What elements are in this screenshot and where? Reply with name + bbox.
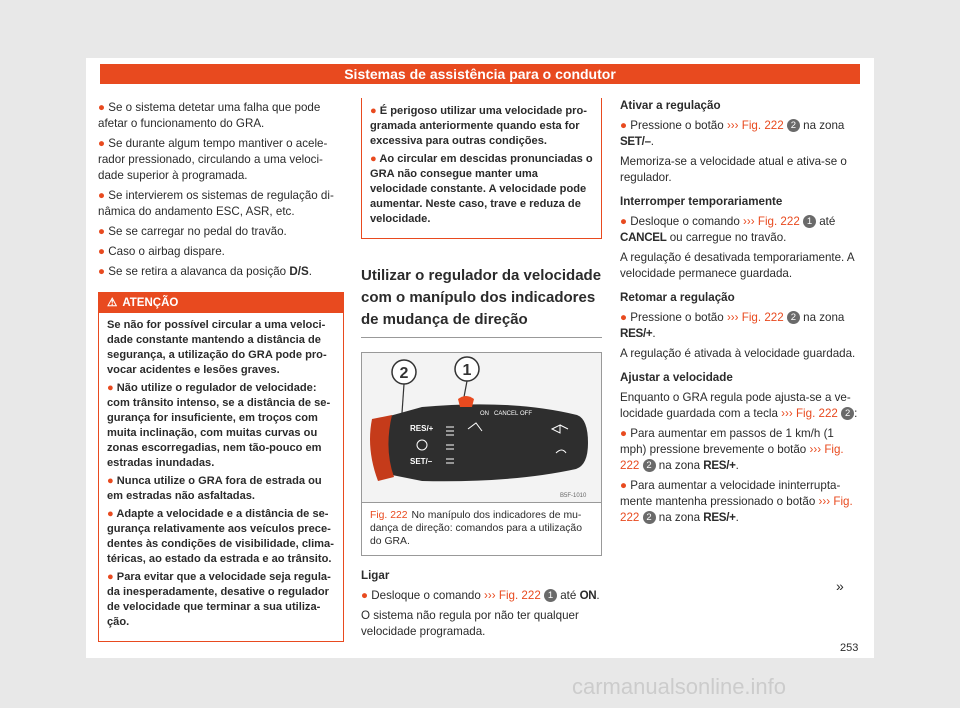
warning-title: ATENÇÃO <box>122 297 179 309</box>
subheading-interromper: Interromper temporariamente <box>620 195 783 208</box>
callout-2-label: 2 <box>399 365 409 382</box>
list-item: ● Pressione o botão ››› Fig. 222 2 na zona RES/+. <box>620 311 845 340</box>
stalk-illustration <box>362 353 601 502</box>
callout-1-label: 1 <box>462 362 472 379</box>
subheading-ativar: Ativar a regulação <box>620 99 721 112</box>
figure-code: B5F-1010 <box>560 493 587 499</box>
warning-item: ● Adapte a velocidade e a distância de segurança relativamente aos veículos precedentes às condições de visibilidade, climatéricas, ao estado da estrada e ao trânsito. <box>107 508 334 565</box>
subheading-retomar: Retomar a regulação <box>620 291 735 304</box>
caption-figure-label: Fig. 222 <box>370 510 408 521</box>
figure-caption <box>362 503 601 555</box>
figure-link[interactable]: ››› Fig. 222 <box>484 589 541 602</box>
paragraph: A regulação é ativada à velocidade guardada. <box>620 347 856 360</box>
watermark: carmanualsonline.info <box>572 674 787 699</box>
figure-link[interactable]: ››› Fig. 222 <box>726 311 784 324</box>
list-item: ● Se durante algum tempo mantiver o acelerador pressionado, circulando a uma velocidade superior à programada. <box>98 137 328 182</box>
off-label: OFF <box>520 411 532 417</box>
list-item: ● Desloque o comando ››› Fig. 222 1 até ON. <box>361 589 600 602</box>
control-slider <box>458 396 474 407</box>
list-item: ● Se o sistema detetar uma falha que pode afetar o funcionamento do GRA. <box>98 101 321 130</box>
figure <box>361 352 602 556</box>
paragraph: Enquanto o GRA regula pode ajusta-se a velocidade guardada com a tecla ››› Fig. 222 2 : <box>620 391 858 420</box>
paragraph: Memoriza-se a velocidade atual e ativa-se o regulador. <box>620 155 847 184</box>
paragraph: O sistema não regula por não ter qualquer velocidade programada. <box>361 609 579 638</box>
page-header: Sistemas de assistência para o condutor <box>100 64 860 84</box>
warning-box <box>98 292 344 642</box>
list-item: ● Para aumentar a velocidade ininterruptamente mantenha pressionado o botão ››› Fig. 222 2 na zona RES/+. <box>620 479 853 524</box>
figure-link[interactable]: ››› Fig. 222 <box>620 495 853 524</box>
figure-link[interactable]: ››› Fig. 222 <box>781 407 838 420</box>
warning-item: ● Ao circular em descidas pronunciadas o GRA não consegue manter uma velocidade constante. A velocidade pode aumentar. Neste caso, trave e reduza de velocidade. <box>370 153 593 225</box>
warning-item: ● É perigoso utilizar uma velocidade programada anteriormente quando esta for excessiva para outras condições. <box>370 105 587 147</box>
figure-link[interactable]: ››› Fig. 222 <box>743 215 800 228</box>
list-item: ● Se se carregar no pedal do travão. <box>98 225 287 238</box>
warning-icon: ⚠ <box>107 297 118 309</box>
caption-text: No manípulo dos indicadores de mudança de direção: comandos para a utilização do GRA. <box>370 510 582 547</box>
column-1 <box>98 100 344 642</box>
subheading-ligar: Ligar <box>361 569 390 582</box>
figure-link[interactable]: ››› Fig. 222 <box>726 119 784 132</box>
column-2 <box>361 98 602 644</box>
list-item: ● Se se retira a alavanca da posição D/S. <box>98 265 312 278</box>
warning-header <box>99 293 343 313</box>
warning-item: ● Para evitar que a velocidade seja regulada inesperadamente, desative o regulador de velocidade que terminar a sua utilização. <box>107 571 331 628</box>
res-label: RES/+ <box>410 424 434 433</box>
section-title: Utilizar o regulador da velocidade com o manípulo dos indicadores de mudança de direção <box>361 265 602 338</box>
list-item: ● Caso o airbag dispare. <box>98 245 225 258</box>
page-number: 253 <box>840 642 859 654</box>
list-item: ● Se intervierem os sistemas de regulação dinâmica do andamento ESC, ASR, etc. <box>98 189 334 218</box>
warning-box-continued <box>361 98 602 239</box>
cancel-label: CANCEL <box>494 411 519 417</box>
paragraph: A regulação é desativada temporariamente. A velocidade permanece guardada. <box>620 251 854 280</box>
subheading-ajustar: Ajustar a velocidade <box>620 371 733 384</box>
warning-item: ● Não utilize o regulador de velocidade: com trânsito intenso, se a distância de segurança for insuficiente, em troços com muita inclinação, com muitas curvas ou zonas escorregadias, nem tão-pouco em estradas inundadas. <box>107 382 331 469</box>
figure-image <box>362 353 601 503</box>
continue-marker: » <box>836 578 844 594</box>
warning-body <box>99 313 343 641</box>
warning-item: ● Nunca utilize o GRA fora de estrada ou em estradas não asfaltadas. <box>107 475 322 502</box>
list-item: ● Desloque o comando ››› Fig. 222 1 até CANCEL ou carregue no travão. <box>620 215 836 244</box>
list-item: ● Pressione o botão ››› Fig. 222 2 na zona SET/–. <box>620 119 845 148</box>
figure-link[interactable]: ››› Fig. 222 <box>620 443 844 472</box>
set-label: SET/– <box>410 457 433 466</box>
list-item: ● Para aumentar em passos de 1 km/h (1 mph) pressione brevemente o botão ››› Fig. 222 2 na zona RES/+. <box>620 427 844 472</box>
on-label: ON <box>480 411 489 417</box>
warning-intro: Se não for possível circular a uma velocidade constante mantendo a distância de segurança, a utilização do GRA pode provocar acidentes e lesões graves. <box>107 319 327 376</box>
column-3 <box>620 98 860 530</box>
